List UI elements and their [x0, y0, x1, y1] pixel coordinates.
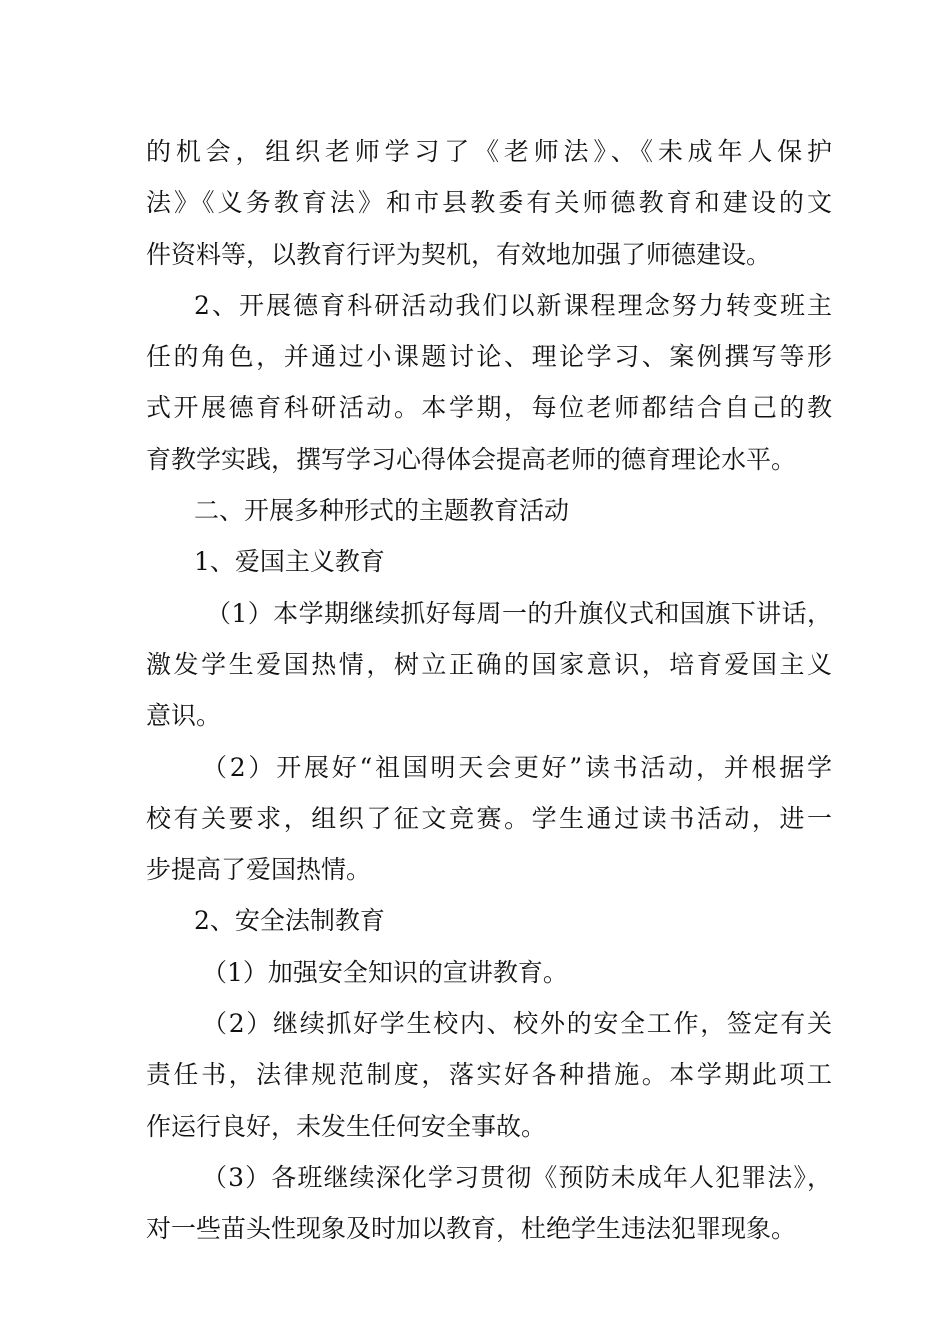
subheading-patriotism	[146, 536, 832, 587]
text-line: （3）各班继续深化学习贯彻《预防未成年人犯罪法》，	[202, 1162, 832, 1192]
text-line: （1）本学期继续抓好每周一的升旗仪式和国旗下讲话，	[206, 598, 832, 628]
document-page	[146, 126, 832, 1255]
text-line: 2、安全法制教育	[194, 906, 385, 936]
text-line: 2、开展德育科研活动我们以新课程理念努力转变班主	[194, 290, 832, 320]
paragraph-flag-ceremony	[146, 588, 832, 742]
paragraph-crime-prevention	[146, 1152, 832, 1255]
section-heading-themed-activities	[146, 485, 832, 536]
paragraph-teacher-ethics	[146, 126, 832, 280]
text-line: 育教学实践，撰写学习心得体会提高老师的德育理论水平。	[146, 444, 797, 474]
text-line: 对一些苗头性现象及时加以教育，杜绝学生违法犯罪现象。	[146, 1214, 797, 1244]
text-line: （1）加强安全知识的宣讲教育。	[202, 957, 568, 987]
text-line: 校有关要求，组织了征文竞赛。学生通过读书活动，进一	[146, 803, 832, 833]
text-line: 责任书，法律规范制度，落实好各种措施。本学期此项工	[146, 1060, 832, 1090]
text-line: 式开展德育科研活动。本学期，每位老师都结合自己的教	[146, 393, 832, 423]
text-line: 任的角色，并通过小课题讨论、理论学习、案例撰写等形	[146, 342, 832, 372]
text-line: 1、爱国主义教育	[194, 547, 385, 577]
text-line: 激发学生爱国热情，树立正确的国家意识，培育爱国主义	[146, 649, 832, 679]
subheading-safety-legal	[146, 895, 832, 946]
text-line: 作运行良好，未发生任何安全事故。	[146, 1111, 547, 1141]
paragraph-safety-knowledge	[146, 947, 832, 998]
text-line: 法》《义务教育法》和市县教委有关师德教育和建设的文	[146, 188, 832, 218]
paragraph-moral-research	[146, 280, 832, 485]
paragraph-campus-safety	[146, 998, 832, 1152]
text-line: 二、开展多种形式的主题教育活动	[194, 496, 570, 526]
text-line: 步提高了爱国热情。	[146, 855, 372, 885]
text-line: （2）继续抓好学生校内、校外的安全工作，签定有关	[202, 1009, 832, 1039]
paragraph-reading-activity	[146, 742, 832, 896]
text-line: （2）开展好“祖国明天会更好”读书活动，并根据学	[202, 752, 832, 782]
text-line: 的机会，组织老师学习了《老师法》、《未成年人保护	[146, 137, 832, 166]
text-line: 件资料等，以教育行评为契机，有效地加强了师德建设。	[146, 239, 772, 269]
text-line: 意识。	[146, 701, 222, 731]
